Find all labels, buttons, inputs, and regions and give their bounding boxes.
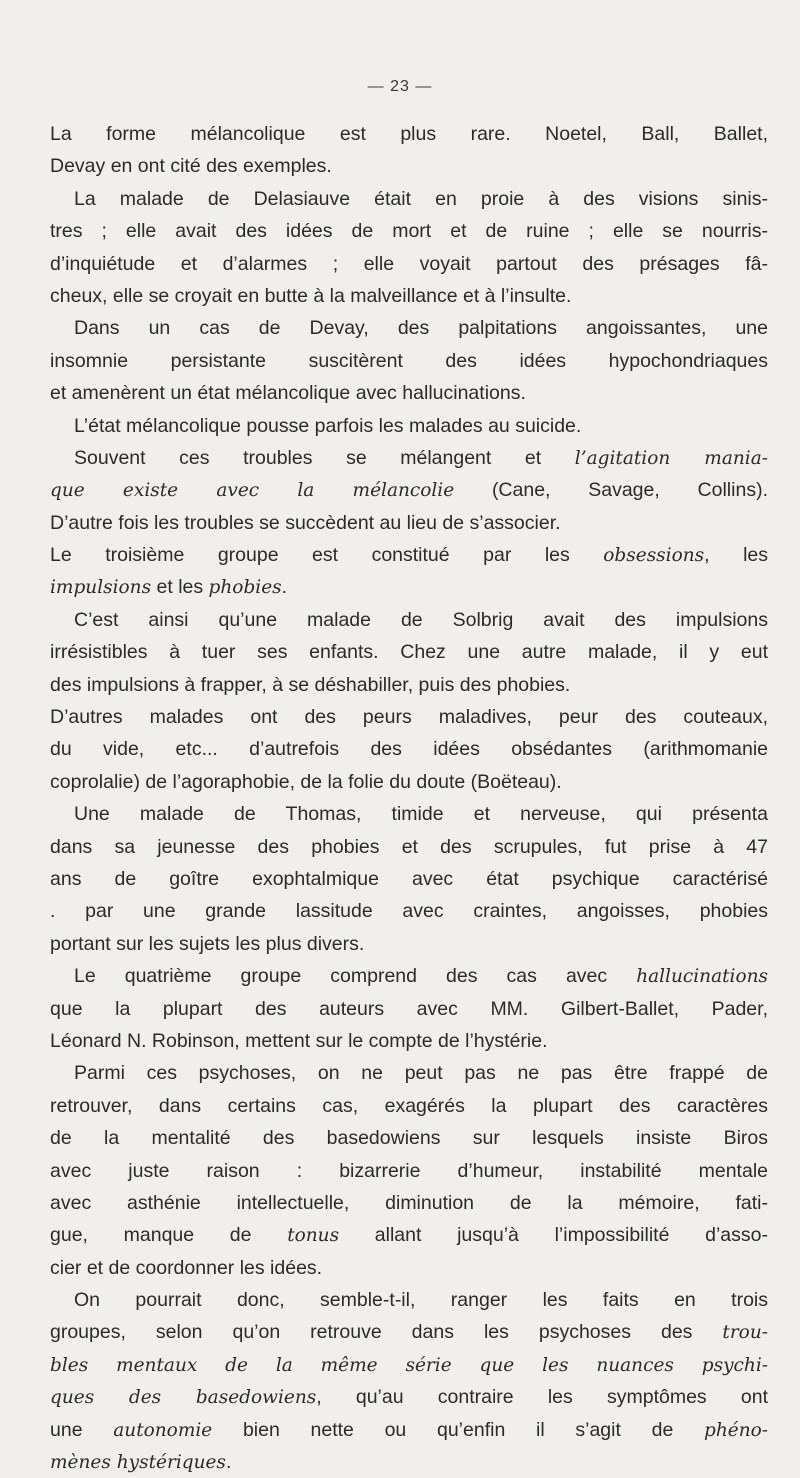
text-segment: groupes, selon qu’on retrouve dans les psychoses des	[50, 1321, 723, 1344]
text-segment: . par une grande lassitude avec craintes, angoisses, phobies	[50, 900, 768, 923]
italic-text: tonus	[287, 1225, 340, 1247]
text-segment: tres ; elle avait des idées de mort et de ruine ; elle se nourris-	[50, 220, 768, 243]
text-line	[50, 442, 768, 474]
text-line	[50, 863, 768, 895]
text-segment: , les	[704, 544, 768, 567]
text-segment: Parmi ces psychoses, on ne peut pas ne pas être frappé de	[74, 1062, 768, 1085]
text-segment: portant sur les sujets les plus divers.	[50, 932, 365, 955]
text-line	[50, 1414, 768, 1446]
text-segment: retrouver, dans certains cas, exagérés la plupart des caractères	[50, 1094, 768, 1117]
text-line	[50, 993, 768, 1025]
text-line	[50, 539, 768, 571]
text-segment: de la mentalité des basedowiens sur lesquels insiste Biros	[50, 1127, 768, 1150]
italic-text: hallucinations	[636, 966, 768, 988]
text-line	[50, 150, 768, 182]
italic-text: l’agitation mania-	[574, 447, 768, 469]
italic-text: obsessions	[603, 545, 705, 567]
text-segment: cier et de coordonner les idées.	[50, 1256, 323, 1279]
text-line	[50, 1122, 768, 1154]
text-line	[50, 410, 768, 442]
text-line	[50, 377, 768, 409]
text-line	[50, 669, 768, 701]
text-segment: .	[225, 1451, 232, 1474]
text-line	[50, 733, 768, 765]
text-segment: Dans un cas de Devay, des palpitations angoissantes, une	[74, 317, 768, 340]
italic-text: mènes hystériques	[50, 1452, 226, 1474]
text-line	[50, 636, 768, 668]
text-segment: Une malade de Thomas, timide et nerveuse, qui présenta	[74, 803, 768, 826]
text-line	[50, 1187, 768, 1219]
text-line	[50, 1446, 768, 1478]
text-line	[50, 1090, 768, 1122]
text-segment: cheux, elle se croyait en butte à la malveillance et à l’insulte.	[50, 284, 572, 307]
text-segment: gue, manque de	[50, 1224, 288, 1247]
text-line	[50, 183, 768, 215]
italic-text: phobies	[208, 577, 282, 599]
text-line	[50, 1252, 768, 1284]
text-segment: dans sa jeunesse des phobies et des scrupules, fut prise à 47	[50, 835, 768, 858]
text-line	[50, 1219, 768, 1251]
text-line	[50, 798, 768, 830]
text-segment: Devay en ont cité des exemples.	[50, 155, 332, 178]
text-segment: que la plupart des auteurs avec MM. Gilbert-Ballet, Pader,	[50, 997, 768, 1020]
text-line	[50, 928, 768, 960]
italic-text: autonomie	[113, 1419, 213, 1441]
text-line	[50, 474, 768, 506]
text-segment: La malade de Delasiauve était en proie à des visions sinis-	[74, 187, 768, 210]
text-segment: On pourrait donc, semble-t-il, ranger les faits en trois	[74, 1289, 768, 1312]
text-line	[50, 1381, 768, 1413]
text-segment: avec juste raison : bizarrerie d’humeur, instabilité mentale	[50, 1159, 768, 1182]
text-segment: des impulsions à frapper, à se déshabiller, puis des phobies.	[50, 673, 571, 696]
text-segment: du vide, etc... d’autrefois des idées obsédantes (arithmomanie	[50, 738, 768, 761]
text-line	[50, 118, 768, 150]
text-segment: L’état mélancolique pousse parfois les malades au suicide.	[74, 414, 582, 437]
body-text	[50, 118, 768, 1478]
text-line	[50, 312, 768, 344]
text-segment: bien nette ou qu’enfin il s’agit de	[212, 1418, 704, 1441]
text-segment: insomnie persistante suscitèrent des idées hypochondriaques	[50, 349, 768, 372]
text-segment: une	[50, 1418, 114, 1441]
text-segment: (Cane, Savage, Collins).	[454, 479, 768, 502]
text-line	[50, 280, 768, 312]
text-segment: D’autres malades ont des peurs maladives, peur des couteaux,	[50, 706, 768, 729]
text-line	[50, 960, 768, 992]
text-segment: coprolalie) de l’agoraphobie, de la folie du doute (Boëteau).	[50, 770, 562, 793]
text-segment: d’inquiétude et d’alarmes ; elle voyait partout des présages fâ-	[50, 252, 768, 275]
text-segment: La forme mélancolique est plus rare. Noetel, Ball, Ballet,	[50, 123, 768, 145]
italic-text: trou-	[722, 1322, 768, 1344]
text-segment: Léonard N. Robinson, mettent sur le compte de l’hystérie.	[50, 1029, 548, 1052]
text-segment: irrésistibles à tuer ses enfants. Chez une autre malade, il y eut	[50, 641, 768, 664]
text-segment: Le quatrième groupe comprend des cas avec	[74, 965, 637, 988]
text-segment: avec asthénie intellectuelle, diminution de la mémoire, fati-	[50, 1191, 768, 1214]
text-line	[50, 895, 768, 927]
page-number: — 23 —	[367, 78, 433, 95]
text-line	[50, 1155, 768, 1187]
text-line	[50, 215, 768, 247]
text-segment: Le troisième groupe est constitué par les	[50, 544, 604, 567]
text-segment: D’autre fois les troubles se succèdent au lieu de s’associer.	[50, 511, 561, 534]
text-line	[50, 1284, 768, 1316]
text-line	[50, 701, 768, 733]
italic-text: bles mentaux de la même série que les nuances psychi-	[50, 1354, 768, 1376]
italic-text: ques des basedowiens	[50, 1387, 317, 1409]
text-line	[50, 766, 768, 798]
text-line	[50, 571, 768, 603]
italic-text: que existe avec la mélancolie	[50, 480, 455, 502]
text-segment: et amenèrent un état mélancolique avec hallucinations.	[50, 382, 526, 405]
text-segment: .	[281, 576, 288, 599]
text-line	[50, 1057, 768, 1089]
text-segment: et les	[151, 576, 209, 599]
text-line	[50, 1025, 768, 1057]
text-segment: , qu’au contraire les symptômes ont	[316, 1386, 768, 1409]
italic-text: phéno-	[704, 1419, 768, 1441]
text-line	[50, 1316, 768, 1348]
text-line	[50, 604, 768, 636]
text-segment: ans de goître exophtalmique avec état psychique caractérisé	[50, 867, 768, 890]
text-segment: C’est ainsi qu’une malade de Solbrig avait des impulsions	[74, 608, 768, 631]
text-segment: allant jusqu’à l’impossibilité d’asso-	[339, 1224, 768, 1247]
italic-text: impulsions	[50, 577, 152, 599]
text-line	[50, 345, 768, 377]
text-segment: Souvent ces troubles se mélangent et	[74, 446, 575, 469]
text-line	[50, 507, 768, 539]
text-line	[50, 831, 768, 863]
text-line	[50, 1349, 768, 1381]
text-line	[50, 248, 768, 280]
